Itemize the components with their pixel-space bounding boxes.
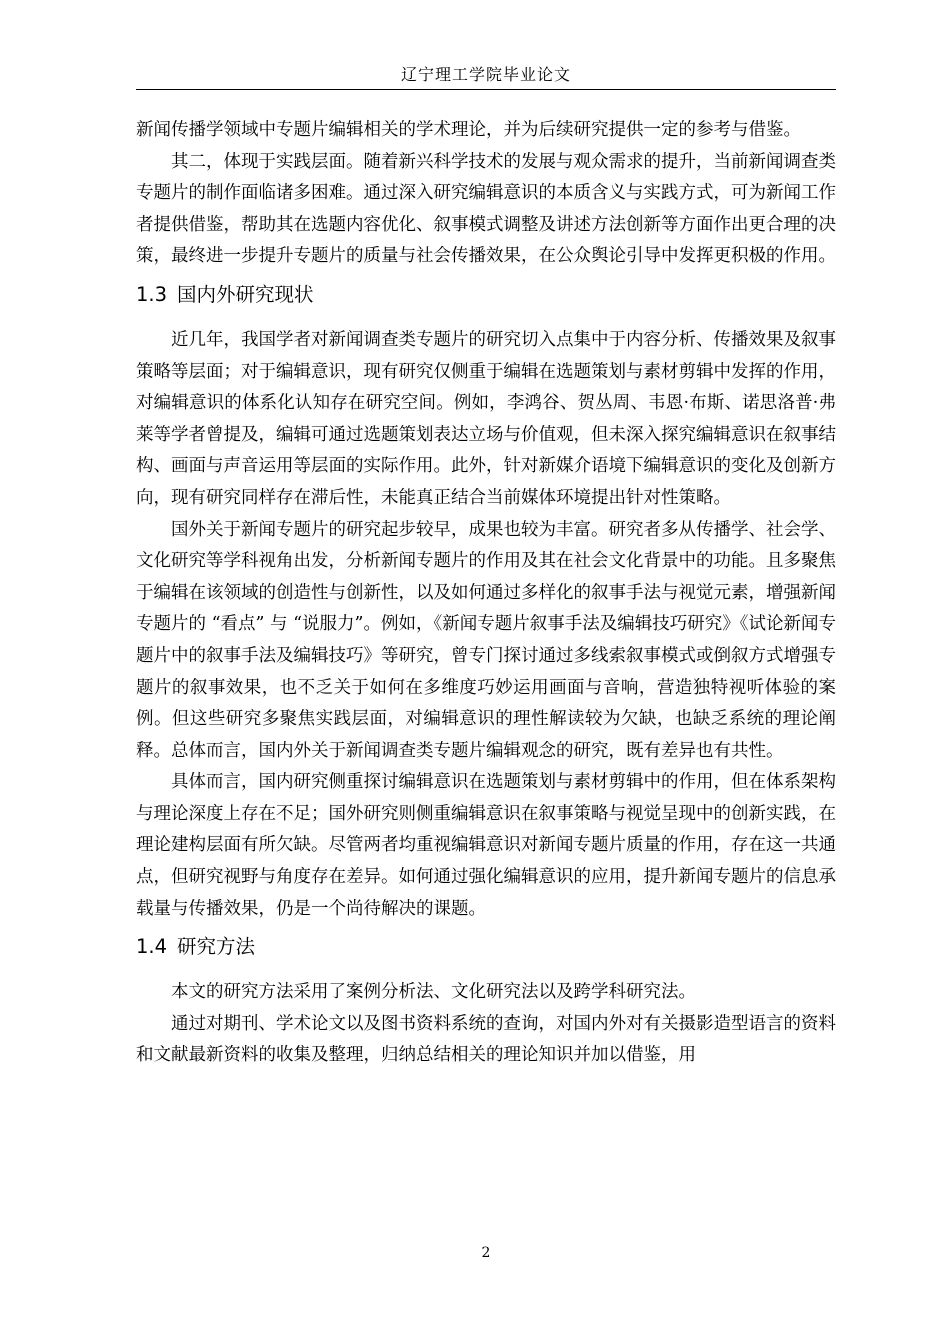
paragraph-comparison: 具体而言，国内研究侧重探讨编辑意识在选题策划与素材剪辑中的作用，但在体系架构与理论深度上存在不足；国外研究则侧重编辑意识在叙事策略与视觉呈现中的创新实践，在理论建构层面有所欠缺。尽管两者均重视编辑意识对新闻专题片质量的作用，存在这一共通点，但研究视野与角度存在差异。如何通过强化编辑意识的应用，提升新闻专题片的信息承载量与传播效果，仍是一个尚待解决的课题。 [136, 772, 836, 919]
section-title: 国内外研究现状 [177, 282, 314, 306]
section-number: 1.4 [136, 935, 168, 959]
header-rule [136, 89, 836, 90]
page-number: 2 [481, 1245, 491, 1261]
section-heading-1-4 [136, 930, 836, 964]
section-title: 研究方法 [177, 935, 256, 959]
paragraph-literature-method: 通过对期刊、学术论文以及图书资料系统的查询，对国内外对有关摄影造型语言的资料和文献最新资料的收集及整理，归纳总结相关的理论知识并加以借鉴，用 [136, 1013, 836, 1066]
section-number: 1.3 [136, 282, 168, 306]
section-heading-1-3 [136, 278, 836, 312]
paragraph-methods-overview: 本文的研究方法采用了案例分析法、文化研究法以及跨学科研究法。 [171, 982, 696, 1003]
paragraph-foreign-research: 国外关于新闻专题片的研究起步较早，成果也较为丰富。研究者多从传播学、社会学、文化研究等学科视角出发，分析新闻专题片的作用及其在社会文化背景中的功能。且多聚焦于编辑在该领域的创造性与创新性，以及如何通过多样化的叙事手法与视觉元素，增强新闻专题片的 “看点” 与 “说服力”。例如，《新闻专题片叙事手法及编辑技巧研究》《试论新闻专题片中的叙事手法及编辑技巧》等研究，曾专门探讨通过多线索叙事模式或倒叙方式增强专题片的叙事效果，也不乏关于如何在多维度巧妙运用画面与音响，营造独特视听体验的案例。但这些研究多聚焦实践层面，对编辑意识的理性解读较为欠缺，也缺乏系统的理论阐释。总体而言，国内外关于新闻调查类专题片编辑观念的研究，既有差异也有共性。 [136, 519, 836, 761]
page-body [136, 115, 836, 1072]
paragraph-practice-level: 其二，体现于实践层面。随着新兴科学技术的发展与观众需求的提升，当前新闻调查类专题片的制作面临诸多困难。通过深入研究编辑意识的本质含义与实践方式，可为新闻工作者提供借鉴，帮助其在选题内容优化、叙事模式调整及讲述方法创新等方面作出更合理的决策，最终进一步提升专题片的质量与社会传播效果，在公众舆论引导中发挥更积极的作用。 [136, 151, 836, 267]
running-header: 辽宁理工学院毕业论文 [400, 65, 571, 84]
paragraph-continuation: 新闻传播学领域中专题片编辑相关的学术理论，并为后续研究提供一定的参考与借鉴。 [136, 120, 801, 140]
paragraph-domestic-research: 近几年，我国学者对新闻调查类专题片的研究切入点集中于内容分析、传播效果及叙事策略等层面；对于编辑意识，现有研究仅侧重于编辑在选题策划与素材剪辑中发挥的作用，对编辑意识的体系化认知存在研究空间。例如，李鸿谷、贺丛周、韦恩·布斯、诺思洛普·弗莱等学者曾提及，编辑可通过选题策划表达立场与价值观，但未深入探究编辑意识在叙事结构、画面与声音运用等层面的实际作用。此外，针对新媒介语境下编辑意识的变化及创新方向，现有研究同样存在滞后性，未能真正结合当前媒体环境提出针对性策略。 [136, 329, 836, 508]
